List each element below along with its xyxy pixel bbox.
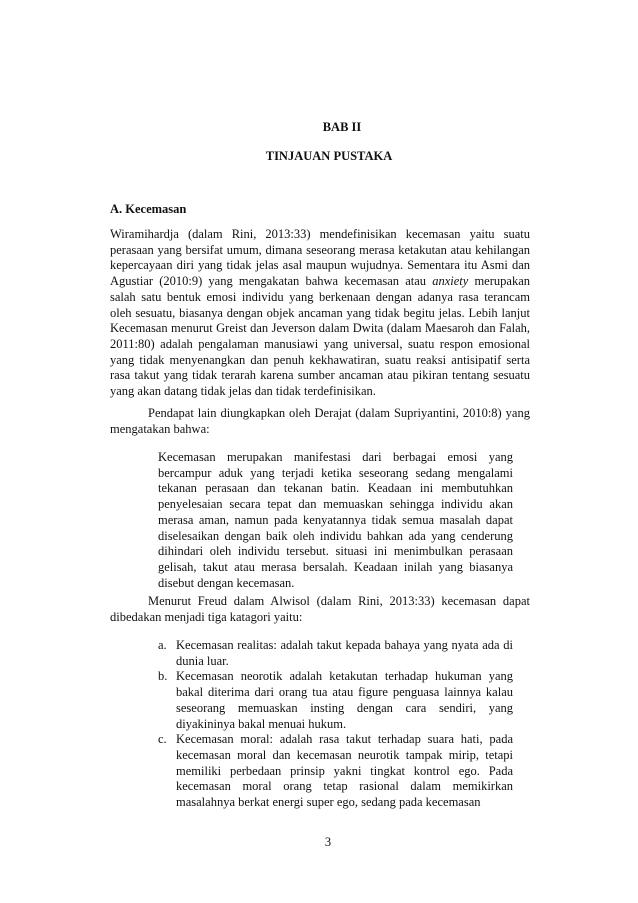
paragraph-2: Pendapat lain diungkapkan oleh Derajat (dalam Supriyantini, 2010:8) yang mengatakan bahwa: <box>110 406 530 436</box>
chapter-label: BAB II <box>322 120 362 134</box>
list-marker: a. <box>158 638 167 652</box>
list-item <box>158 638 513 669</box>
list-item-text: Kecemasan realitas: adalah takut kepada bahaya yang nyata ada di dunia luar. <box>176 638 513 668</box>
list-item <box>158 732 513 811</box>
chapter-title: TINJAUAN PUSTAKA <box>265 149 393 163</box>
paragraph-1-text-b: merupakan salah satu bentuk emosi individu yang berkenaan dengan adanya rasa terancam oleh sesuatu, biasanya dengan objek ancaman yang tidak begitu jelas. Lebih lanjut Kecemasan menurut Greist dan Jeverson dalam Dwita (dalam Maesaroh dan Falah, 2011:80) adalah pengalaman manusiawi yang universal, suatu respon emosional yang tidak menyenangkan dan penuh kekhawatiran, suatu reaksi antisipatif serta rasa takut yang tidak terarah karena sumber ancaman atau pikiran tentang sesuatu yang akan datang tidak jelas dan tidak terdefinisikan. <box>110 274 530 399</box>
paragraph-1 <box>110 227 530 400</box>
section-heading: A. Kecemasan <box>110 202 187 216</box>
paragraph-3: Menurut Freud dalam Alwisol (dalam Rini, 2013:33) kecemasan dapat dibedakan menjadi tiga katagori yaitu: <box>110 594 530 624</box>
list-item <box>158 669 513 732</box>
page-number: 3 <box>324 835 332 849</box>
block-quote: Kecemasan merupakan manifestasi dari berbagai emosi yang bercampur aduk yang terjadi ketika seseorang sedang mengalami tekanan perasaan dan tekanan batin. Keadaan ini membutuhkan penyelesaian secara tepat dan memuaskan sehingga individu akan merasa aman, namun pada kenyatannya tidak semua masalah dapat diselesaikan dengan baik oleh individu bahkan ada yang cenderung dihindari oleh individu tersebut. situasi ini menimbulkan perasaan gelisah, takut atau merasa bersalah. Keadaan inilah yang biasanya disebut dengan kecemasan. <box>158 450 513 590</box>
list-item-text: Kecemasan moral: adalah rasa takut terhadap suara hati, pada kecemasan moral dan kecemasan neurotik tampak mirip, tetapi memiliki perbedaan prinsip yakni tingkat kontrol ego. Pada kecemasan moral orang tetap rasional dalam memikirkan masalahnya berkat energi super ego, sedang pada kecemasan <box>176 732 513 810</box>
paragraph-1-italic-term: anxiety <box>432 274 469 289</box>
category-list <box>158 638 513 811</box>
paragraph-1-text-a: Wiramihardja (dalam Rini, 2013:33) mendefinisikan kecemasan yaitu suatu perasaan yang bersifat umum, dimana seseorang merasa ketakutan atau kehilangan kepercayaan diri yang tidak jelas asal maupun wujudnya. Sementara itu Asmi dan Agustiar (2010:9) yang mengakatan bahwa kecemasan atau <box>110 227 530 289</box>
list-marker: b. <box>158 669 168 684</box>
list-marker: c. <box>158 732 167 747</box>
list-item-text: Kecemasan neorotik adalah ketakutan terhadap hukuman yang bakal diterima dari orang tua atau figure penguasa lainnya kalau seseorang memuaskan insting dengan cara sendiri, yang diyakininya bakal menuai hukum. <box>176 669 513 731</box>
